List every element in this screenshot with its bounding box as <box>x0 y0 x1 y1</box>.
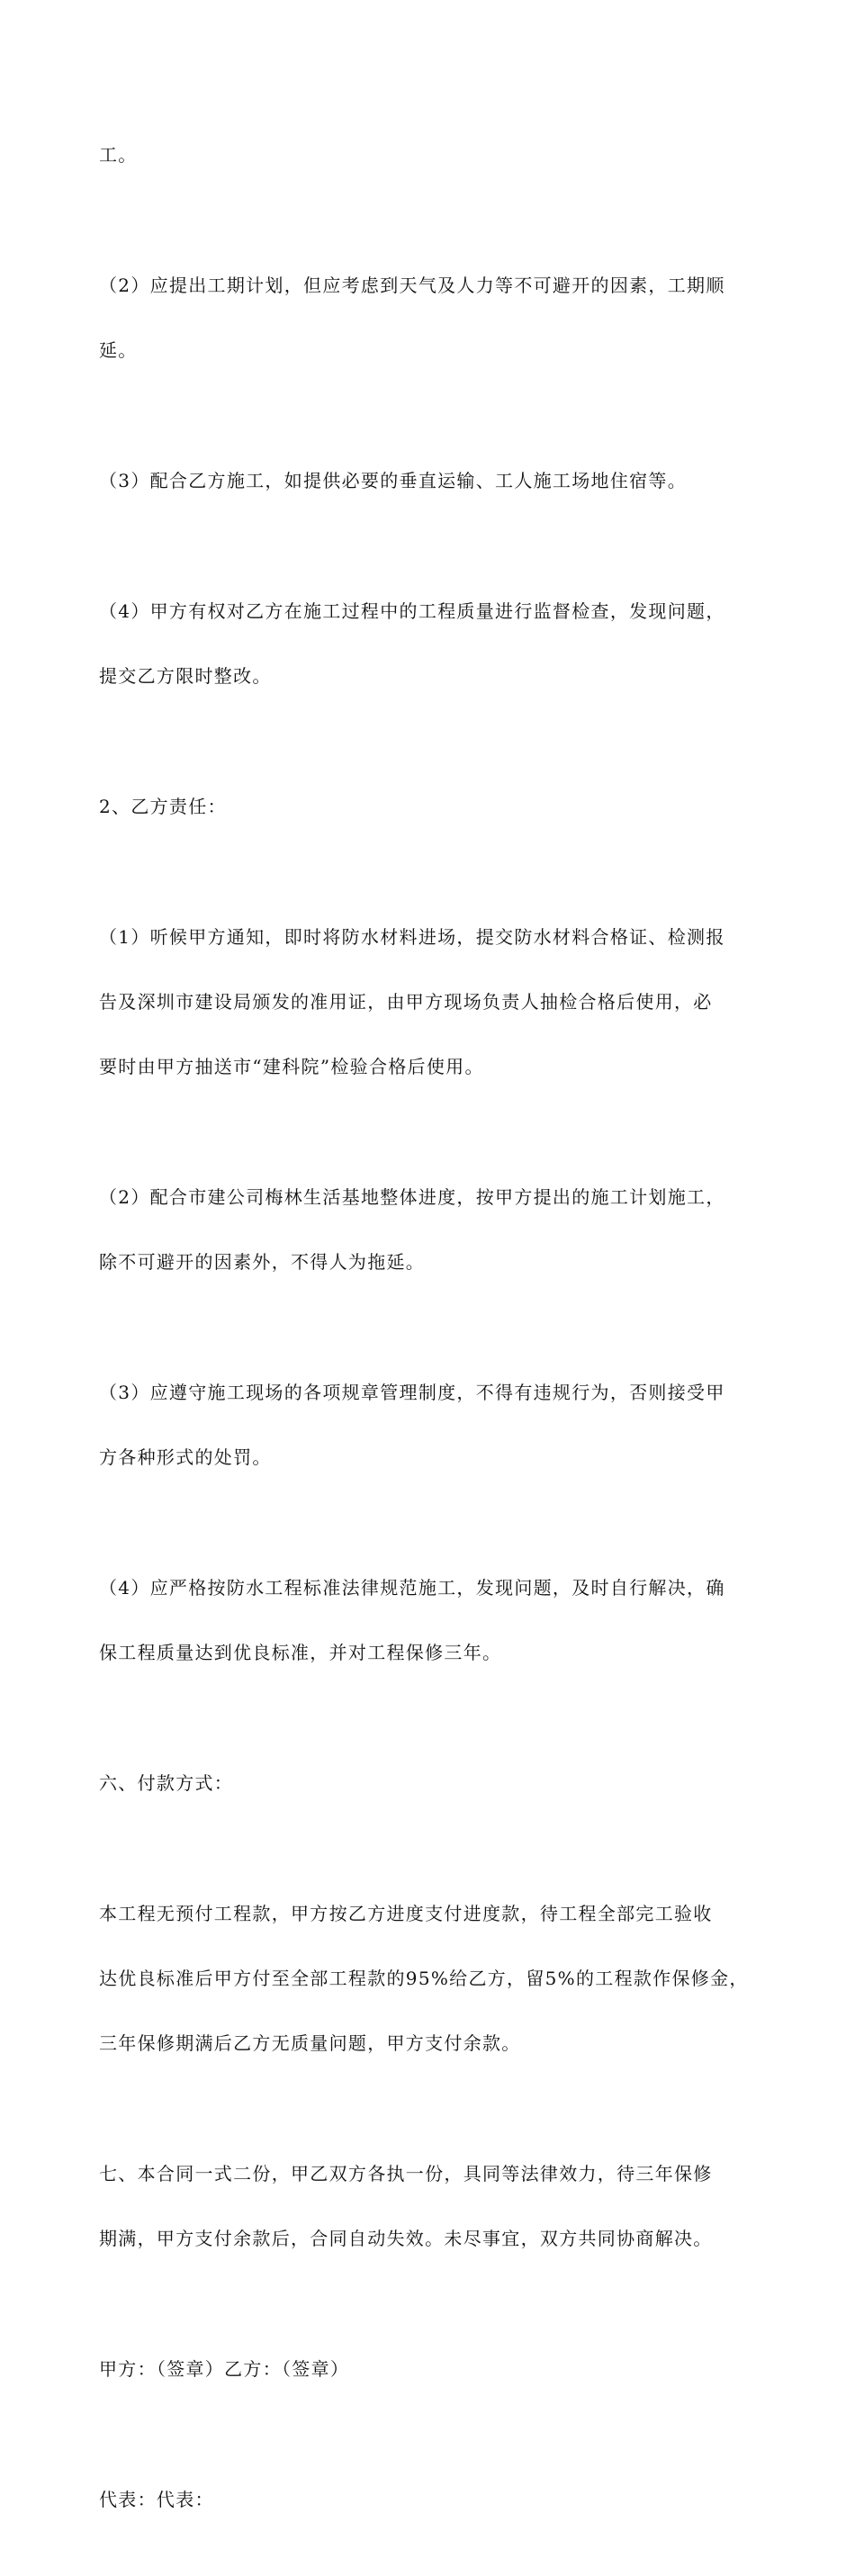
paragraph-line: 方各种形式的处罚。 <box>99 1446 272 1468</box>
paragraph-line: 期满，甲方支付余款后，合同自动失效。未尽事宜，双方共同协商解决。 <box>99 2228 713 2249</box>
paragraph-line: （4）应严格按防水工程标准法律规范施工，发现问题，及时自行解决，确 <box>99 1577 725 1599</box>
paragraph-line: 除不可避开的因素外，不得人为拖延。 <box>99 1251 426 1273</box>
paragraph-line: 延。 <box>99 339 138 361</box>
paragraph-line: 代表：代表： <box>99 2489 214 2510</box>
paragraph-2 <box>99 231 761 404</box>
paragraph-8 <box>99 1338 761 1511</box>
paragraph-10 <box>99 1729 761 1837</box>
paragraph-line: 要时由甲方抽送市“建科院”检验合格后使用。 <box>99 1056 484 1077</box>
paragraph-line: 七、本合同一式二份，甲乙双方各执一份，具同等法律效力，待三年保修 <box>99 2163 713 2184</box>
paragraph-line: 告及深圳市建设局颁发的准用证，由甲方现场负责人抽检合格后使用，必 <box>99 991 713 1013</box>
paragraph-line: （2）配合市建公司梅林生活基地整体进度，按甲方提出的施工计划施工， <box>99 1186 725 1208</box>
paragraph-line: （2）应提出工期计划，但应考虑到天气及人力等不可避开的因素，工期顺 <box>99 275 725 296</box>
paragraph-7 <box>99 1143 761 1316</box>
paragraph-14 <box>99 2445 761 2553</box>
paragraph-line: 本工程无预付工程款，甲方按乙方进度支付进度款，待工程全部完工验收 <box>99 1903 713 1924</box>
paragraph-line: （1）听候甲方通知，即时将防水材料进场，提交防水材料合格证、检测报 <box>99 926 725 948</box>
paragraph-13 <box>99 2315 761 2423</box>
paragraph-line: 三年保修期满后乙方无质量问题，甲方支付余款。 <box>99 2032 521 2054</box>
paragraph-3 <box>99 427 761 535</box>
paragraph-5 <box>99 752 761 860</box>
paragraph-11 <box>99 1860 761 2097</box>
paragraph-6 <box>99 883 761 1121</box>
paragraph-12 <box>99 2120 761 2292</box>
paragraph-line: （4）甲方有权对乙方在施工过程中的工程质量进行监督检查，发现问题， <box>99 600 725 622</box>
paragraph-line: 保工程质量达到优良标准，并对工程保修三年。 <box>99 1642 502 1663</box>
paragraph-1 <box>99 101 761 209</box>
paragraph-line: 甲方：（签章）乙方：（签章） <box>99 2358 350 2380</box>
paragraph-line: 2、乙方责任： <box>99 796 227 817</box>
paragraph-line: 六、付款方式： <box>99 1772 234 1794</box>
paragraph-line: （3）应遵守施工现场的各项规章管理制度，不得有违规行为，否则接受甲 <box>99 1382 725 1403</box>
paragraph-9 <box>99 1534 761 1707</box>
paragraph-line: （3）配合乙方施工，如提供必要的垂直运输、工人施工场地住宿等。 <box>99 470 688 491</box>
paragraph-line: 工。 <box>99 144 138 166</box>
document-body <box>99 101 761 2576</box>
paragraph-line: 提交乙方限时整改。 <box>99 665 272 687</box>
paragraph-line: 达优良标准后甲方付至全部工程款的95%给乙方，留5%的工程款作保修金， <box>99 1968 749 1989</box>
paragraph-4 <box>99 557 761 730</box>
